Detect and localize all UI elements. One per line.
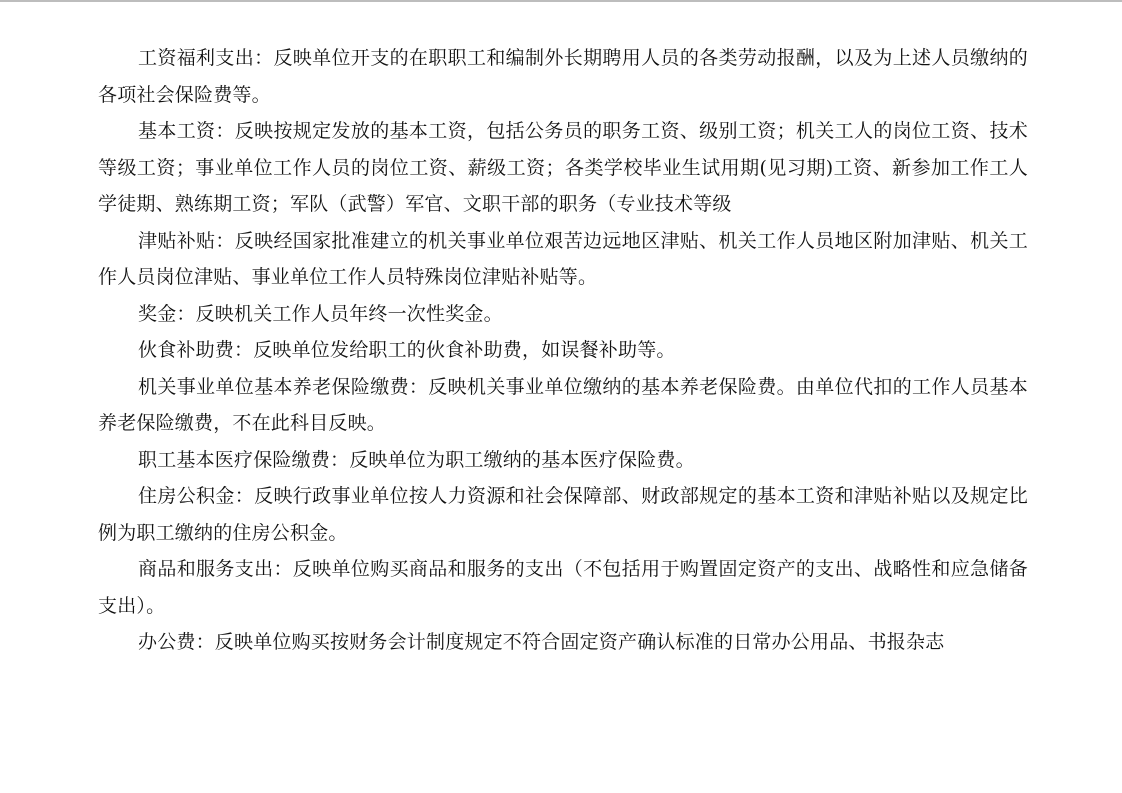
document-body (98, 40, 1028, 661)
paragraph-housing-fund: 住房公积金：反映行政事业单位按人力资源和社会保障部、财政部规定的基本工资和津贴补贴以及规定比例为职工缴纳的住房公积金。 (98, 485, 1028, 544)
paragraph-allowances: 津贴补贴：反映经国家批准建立的机关事业单位艰苦边远地区津贴、机关工作人员地区附加津贴、机关工作人员岗位津贴、事业单位工作人员特殊岗位津贴补贴等。 (98, 229, 1028, 288)
paragraph-bonus: 奖金：反映机关工作人员年终一次性奖金。 (138, 302, 503, 325)
paragraph-basic-salary: 基本工资：反映按规定发放的基本工资，包括公务员的职务工资、级别工资；机关工人的岗位工资、技术等级工资；事业单位工作人员的岗位工资、薪级工资；各类学校毕业生试用期(见习期)工资、新参加工作工人学徒期、熟练期工资；军队（武警）军官、文职干部的职务（专业技术等级 (98, 120, 1028, 215)
top-border-line (0, 0, 1122, 2)
paragraph-office-expenses: 办公费：反映单位购买按财务会计制度规定不符合固定资产确认标准的日常办公用品、书报杂志 (138, 631, 945, 653)
paragraph-wage-welfare: 工资福利支出：反映单位开支的在职职工和编制外长期聘用人员的各类劳动报酬，以及为上述人员缴纳的各项社会保险费等。 (98, 47, 1028, 106)
paragraph-meal-subsidy: 伙食补助费：反映单位发给职工的伙食补助费，如误餐补助等。 (138, 339, 676, 361)
paragraph-goods-services: 商品和服务支出：反映单位购买商品和服务的支出（不包括用于购置固定资产的支出、战略性和应急储备支出）。 (98, 558, 1028, 617)
paragraph-medical-insurance: 职工基本医疗保险缴费：反映单位为职工缴纳的基本医疗保险费。 (138, 448, 695, 471)
paragraph-pension-insurance: 机关事业单位基本养老保险缴费：反映机关事业单位缴纳的基本养老保险费。由单位代扣的工作人员基本养老保险缴费，不在此科目反映。 (98, 375, 1028, 434)
